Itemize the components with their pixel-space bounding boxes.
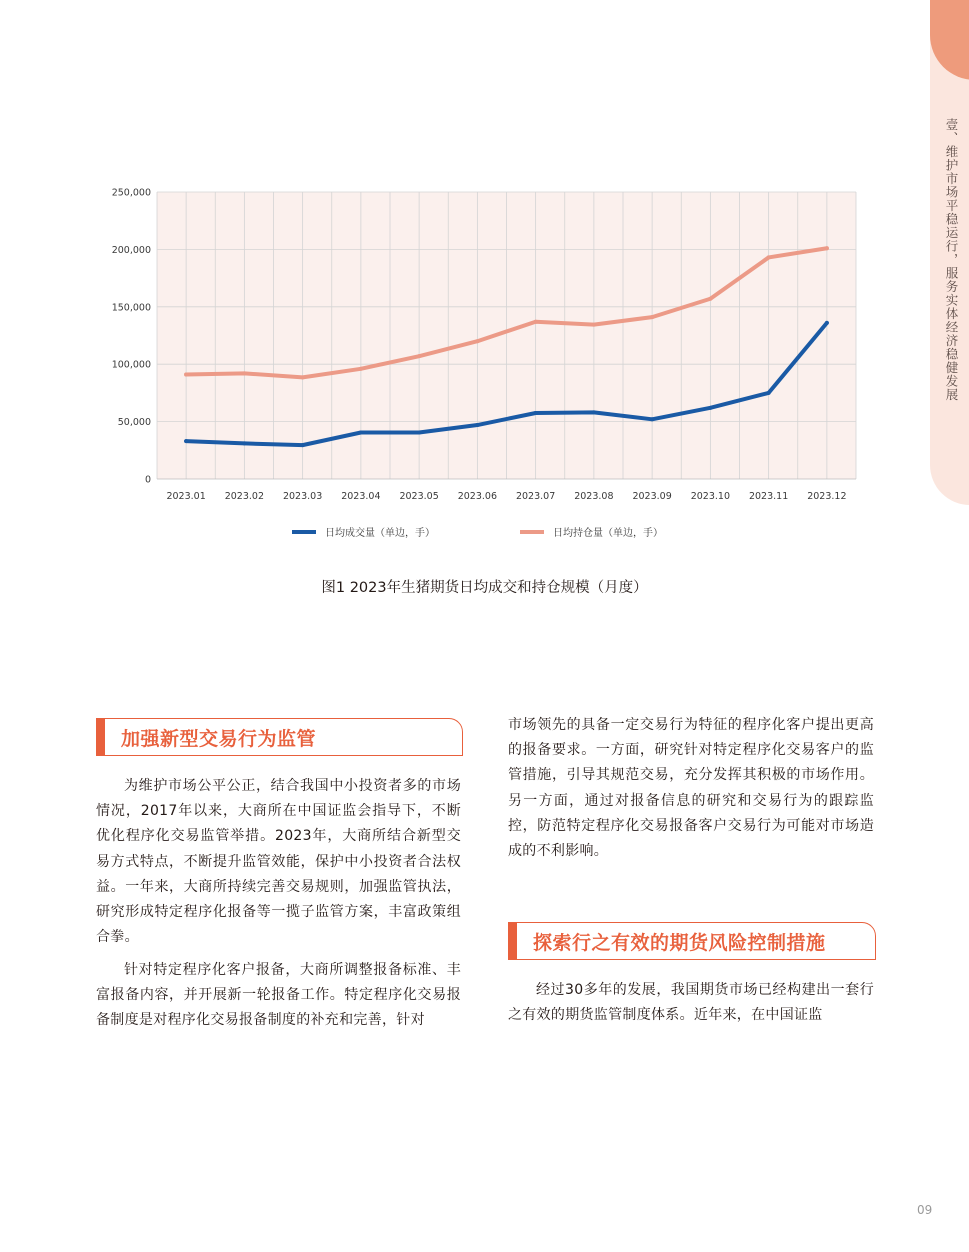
- data-point: [767, 255, 771, 259]
- x-tick-label: 2023.07: [515, 491, 556, 502]
- data-point: [825, 321, 829, 325]
- data-point: [767, 391, 771, 395]
- x-tick-label: 2023.04: [341, 491, 381, 502]
- data-point: [708, 406, 712, 410]
- section-heading-2: [508, 922, 876, 960]
- data-point: [184, 373, 188, 377]
- data-point: [534, 320, 538, 324]
- x-tick-label: 2023.03: [282, 491, 323, 502]
- y-tick-label: 200,000: [111, 244, 151, 256]
- x-tick-label: 2023.12: [807, 491, 847, 502]
- x-tick-label: 2023.09: [632, 491, 672, 502]
- data-point: [301, 443, 305, 447]
- y-tick-label: 100,000: [111, 359, 151, 371]
- data-point: [592, 323, 596, 327]
- heading-accent-bar: [96, 718, 105, 756]
- data-point: [534, 411, 538, 415]
- data-point: [592, 410, 596, 414]
- figure-caption: 图1 2023年生猪期货日均成交和持仓规模（月度）: [321, 580, 648, 596]
- data-point: [825, 246, 829, 250]
- x-tick-label: 2023.08: [574, 491, 614, 502]
- paragraph-3: 经过30多年的发展，我国期货市场已经构建出一套行之有效的期货监管制度体系。近年来，在中国证监: [508, 982, 874, 1024]
- y-tick-label: 50,000: [117, 417, 151, 429]
- data-point: [301, 375, 305, 379]
- chart: [100, 180, 880, 550]
- data-point: [475, 339, 479, 343]
- paragraph-2: 针对特定程序化客户报备，大商所调整报备标准、丰富报备内容，并开展新一轮报备工作。特定程序化交易报备制度是对程序化交易报备制度的补充和完善，针对: [96, 962, 461, 1029]
- data-point: [359, 431, 363, 435]
- section-heading-1-label: 加强新型交易行为监管: [121, 728, 317, 750]
- x-tick-label: 2023.01: [166, 491, 206, 502]
- y-tick-label: 150,000: [111, 302, 151, 314]
- x-tick-label: 2023.10: [690, 491, 731, 502]
- legend-label: 日均持仓量（单边，手）: [553, 528, 663, 539]
- data-point: [650, 417, 654, 421]
- data-point: [475, 423, 479, 427]
- page-number: 09: [917, 1203, 933, 1217]
- y-tick-label: 250,000: [111, 187, 151, 199]
- heading-accent-bar: [508, 922, 517, 960]
- y-tick-label: 0: [144, 474, 151, 486]
- data-point: [184, 439, 188, 443]
- legend-label: 日均成交量（单边，手）: [325, 528, 435, 539]
- data-point: [417, 431, 421, 435]
- data-point: [417, 354, 421, 358]
- data-point: [242, 441, 246, 445]
- data-point: [242, 371, 246, 375]
- section-heading-1: [96, 718, 463, 756]
- x-tick-label: 2023.05: [399, 491, 439, 502]
- data-point: [708, 297, 712, 301]
- x-tick-label: 2023.11: [748, 491, 789, 502]
- data-point: [650, 315, 654, 319]
- paragraph-continuation: 市场领先的具备一定交易行为特征的程序化客户提出更高的报备要求。一方面，研究针对特定程序化交易客户的监管措施，引导其规范交易，充分发挥其积极的市场作用。另一方面，通过对报备信息的研究和交易行为的跟踪监控，防范特定程序化交易报备客户交易行为可能对市场造成的不利影响。: [508, 717, 874, 860]
- paragraph-1: 为维护市场公平公正，结合我国中小投资者多的市场情况，2017年以来，大商所在中国证监会指导下，不断优化程序化交易监管举措。2023年，大商所结合新型交易方式特点，不断提升监管效能，保护中小投资者合法权益。一年来，大商所持续完善交易规则，加强监管执法，研究形成特定程序化报备等一揽子监管方案，丰富政策组合拳。: [96, 778, 461, 946]
- section-heading-2-label: 探索行之有效的期货风险控制措施: [533, 932, 826, 954]
- data-point: [359, 367, 363, 371]
- x-tick-label: 2023.06: [457, 491, 498, 502]
- x-tick-label: 2023.02: [224, 491, 265, 502]
- side-chapter-title: 壹、维护市场平稳运行，服务实体经济稳健发展: [944, 118, 959, 402]
